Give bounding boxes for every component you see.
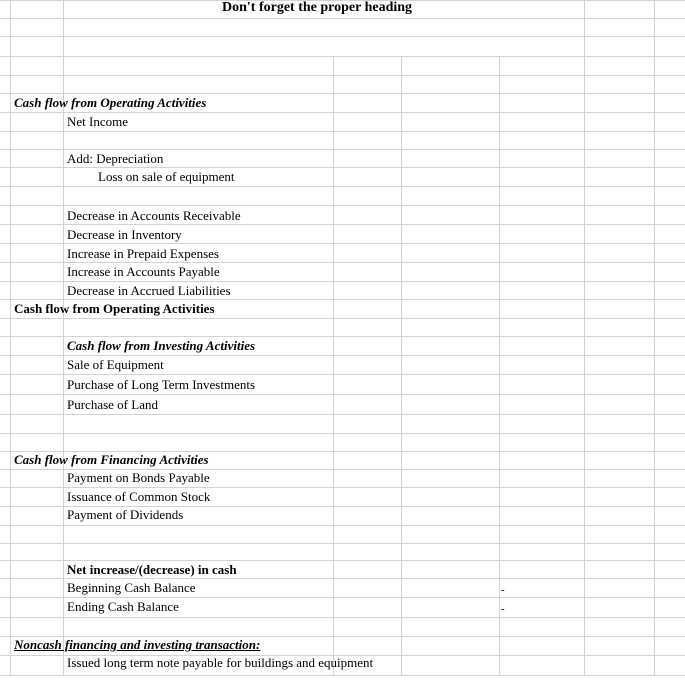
financing-item: Issuance of Common Stock [67,489,211,504]
investing-item: Sale of Equipment [67,357,164,372]
investing-item: Purchase of Long Term Investments [67,377,256,392]
depreciation-label: Add: Depreciation [67,151,164,166]
beginning-cash-mark: - [501,584,505,596]
adjustment-row: Increase in Accounts Payable [67,264,220,279]
net-income-label: Net Income [67,114,129,129]
operating-header: Cash flow from Operating Activities [14,95,207,110]
adjustment-row: Decrease in Accrued Liabilities [67,283,231,298]
page-heading: Don't forget the proper heading [222,0,413,15]
operating-total-label: Cash flow from Operating Activities [14,301,215,316]
noncash-item: Issued long term note payable for buildings and equipment [67,655,374,670]
net-change-label: Net increase/(decrease) in cash [67,562,237,577]
financing-item: Payment of Dividends [67,507,184,522]
ending-cash-mark: - [501,603,505,615]
noncash-header: Noncash financing and investing transaction: [14,637,261,652]
investing-item: Purchase of Land [67,397,158,412]
financing-item: Payment on Bonds Payable [67,470,210,485]
adjustment-row: Decrease in Inventory [67,227,182,242]
financing-header: Cash flow from Financing Activities [14,452,209,467]
adjustment-row: Increase in Prepaid Expenses [67,246,219,261]
loss-on-sale-label: Loss on sale of equipment [98,169,235,184]
investing-header: Cash flow from Investing Activities [67,338,256,353]
beginning-cash-label: Beginning Cash Balance [67,580,196,595]
adjustment-row: Decrease in Accounts Receivable [67,208,241,223]
ending-cash-label: Ending Cash Balance [67,599,179,614]
